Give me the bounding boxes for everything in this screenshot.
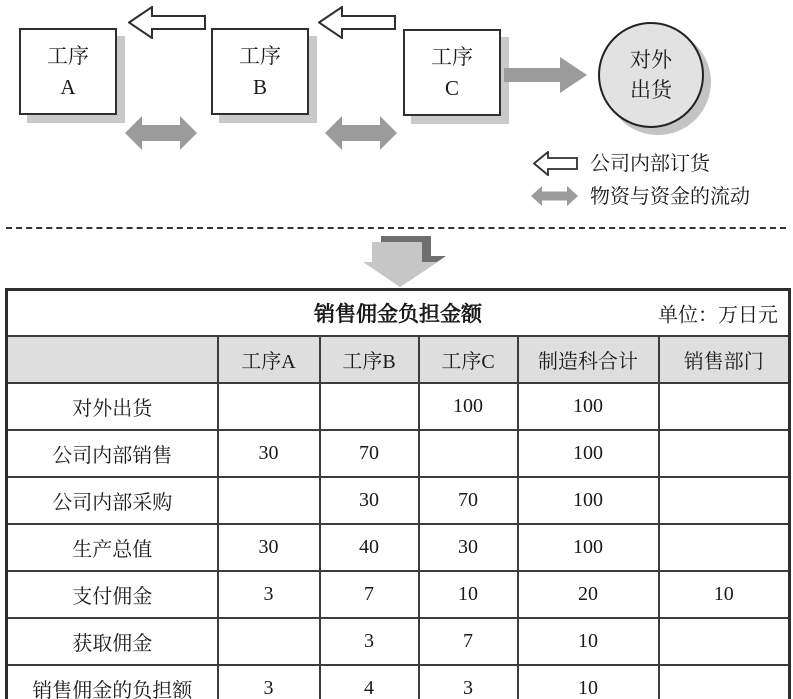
value-cell xyxy=(218,383,320,430)
process-box-b-letter: B xyxy=(252,74,267,99)
external-shipment-line2: 出货 xyxy=(630,77,672,102)
value-cell: 3 xyxy=(320,618,419,665)
value-cell: 100 xyxy=(518,383,659,430)
table-header-row xyxy=(7,336,790,383)
value-cell xyxy=(320,383,419,430)
table-title-row xyxy=(7,290,790,337)
value-cell: 10 xyxy=(518,618,659,665)
value-cell: 100 xyxy=(518,477,659,524)
value-cell: 7 xyxy=(419,618,518,665)
row-label-cell: 对外出货 xyxy=(7,383,218,430)
legend-internal-order-arrow-icon xyxy=(533,151,578,176)
dashed-divider xyxy=(6,227,786,229)
table-row xyxy=(7,524,790,571)
down-arrow-icon xyxy=(343,236,447,288)
internal-order-arrow-icon xyxy=(128,6,206,39)
value-cell xyxy=(659,524,790,571)
value-cell: 7 xyxy=(320,571,419,618)
header-cell-empty xyxy=(7,336,218,383)
row-label-cell: 生产总值 xyxy=(7,524,218,571)
table-row xyxy=(7,477,790,524)
value-cell: 10 xyxy=(659,571,790,618)
value-cell xyxy=(218,477,320,524)
value-cell: 20 xyxy=(518,571,659,618)
internal-order-arrow-icon xyxy=(318,6,396,39)
row-label-cell: 销售佣金的负担额 xyxy=(7,665,218,699)
value-cell: 40 xyxy=(320,524,419,571)
value-cell: 30 xyxy=(320,477,419,524)
table-row xyxy=(7,430,790,477)
material-flow-arrow-icon xyxy=(125,112,197,154)
process-box-a-letter: A xyxy=(60,74,76,99)
process-box-b-label: 工序 xyxy=(239,43,281,68)
header-cell-mfg-total: 制造科合计 xyxy=(518,336,659,383)
header-cell-process-c: 工序C xyxy=(419,336,518,383)
value-cell: 30 xyxy=(218,524,320,571)
external-shipment-line1: 对外 xyxy=(630,47,672,72)
process-box-a xyxy=(19,28,117,115)
value-cell: 3 xyxy=(419,665,518,699)
process-box-a-label: 工序 xyxy=(47,43,89,68)
value-cell: 70 xyxy=(320,430,419,477)
legend-internal-order-label: 公司内部订货 xyxy=(590,153,710,175)
material-flow-arrow-icon xyxy=(325,112,397,154)
value-cell: 4 xyxy=(320,665,419,699)
value-cell: 100 xyxy=(419,383,518,430)
value-cell xyxy=(659,618,790,665)
header-cell-process-a: 工序A xyxy=(218,336,320,383)
value-cell xyxy=(659,477,790,524)
row-label-cell: 公司内部销售 xyxy=(7,430,218,477)
legend-material-flow-label: 物资与资金的流动 xyxy=(590,186,750,208)
table-row xyxy=(7,383,790,430)
value-cell xyxy=(659,383,790,430)
row-label-cell: 公司内部采购 xyxy=(7,477,218,524)
value-cell: 100 xyxy=(518,524,659,571)
header-cell-sales-dept: 销售部门 xyxy=(659,336,790,383)
table-unit-label: 单位：万日元 xyxy=(658,304,778,327)
value-cell: 70 xyxy=(419,477,518,524)
value-cell: 10 xyxy=(518,665,659,699)
table-title: 销售佣金负担金额 xyxy=(314,303,482,326)
value-cell xyxy=(419,430,518,477)
value-cell xyxy=(218,618,320,665)
value-cell xyxy=(659,665,790,699)
value-cell: 3 xyxy=(218,665,320,699)
process-box-c xyxy=(403,29,501,116)
legend-material-flow-arrow-icon xyxy=(531,184,578,208)
row-label-cell: 支付佣金 xyxy=(7,571,218,618)
table-row xyxy=(7,665,790,699)
table-row xyxy=(7,618,790,665)
value-cell: 30 xyxy=(419,524,518,571)
value-cell: 10 xyxy=(419,571,518,618)
row-label-cell: 获取佣金 xyxy=(7,618,218,665)
value-cell xyxy=(659,430,790,477)
external-shipment-circle xyxy=(598,22,704,128)
shipment-arrow-icon xyxy=(504,56,588,94)
commission-table xyxy=(5,288,791,699)
table-row xyxy=(7,571,790,618)
value-cell: 3 xyxy=(218,571,320,618)
process-box-c-label: 工序 xyxy=(431,44,473,69)
process-box-c-letter: C xyxy=(444,75,459,100)
value-cell: 100 xyxy=(518,430,659,477)
value-cell: 30 xyxy=(218,430,320,477)
header-cell-process-b: 工序B xyxy=(320,336,419,383)
process-box-b xyxy=(211,28,309,115)
